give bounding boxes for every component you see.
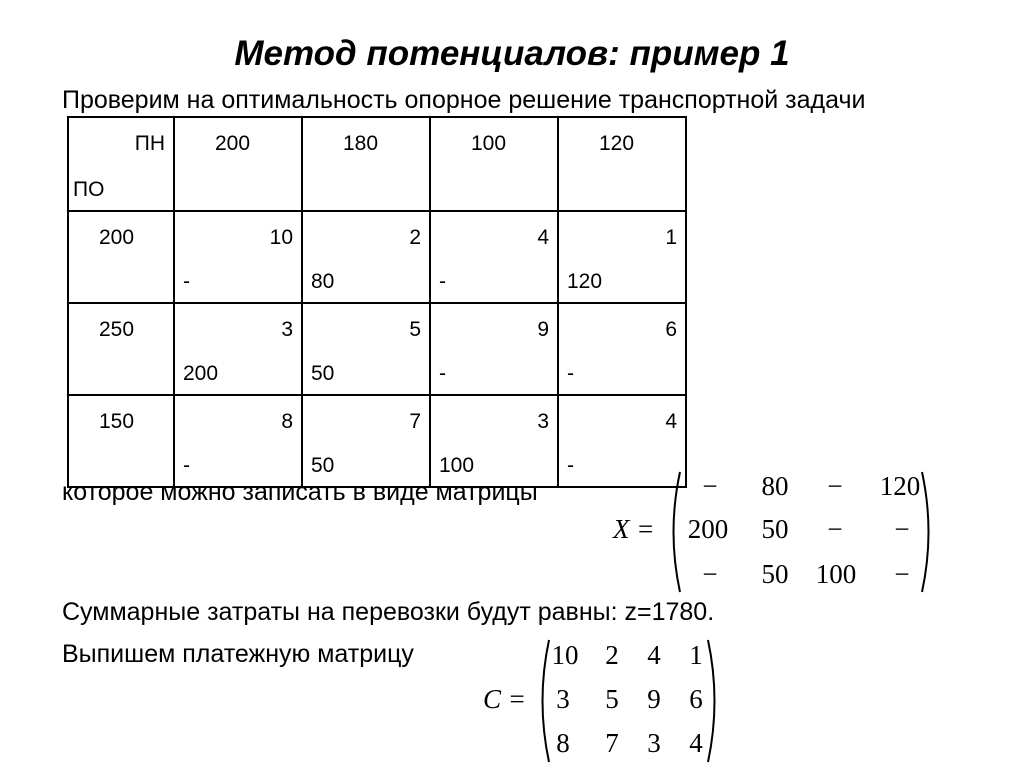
cost-value: 4 [537,226,549,249]
matrix-x-cell: − [702,471,718,501]
supply-value: 150 [99,410,135,433]
flow-value: - [567,454,574,477]
table-cell [430,303,558,395]
flow-value: 50 [311,362,335,385]
matrix-c-cell: 6 [689,684,703,714]
table-header-row [68,117,686,211]
matrix-c-cell: 7 [605,728,619,758]
cost-value: 2 [409,226,421,249]
cost-value: 3 [537,410,549,433]
flow-value: - [439,270,446,293]
matrix-c-cell: 8 [556,728,570,758]
matrix-x-cell: 50 [761,514,789,544]
table-cell [174,211,302,303]
table-cell [558,211,686,303]
matrix-x-cell: − [702,559,718,589]
demand-value: 100 [471,132,507,155]
supply-value: 200 [99,226,135,249]
matrix-c-lhs: C = [483,684,526,714]
cost-value: 4 [665,410,677,433]
flow-value: - [567,362,574,385]
table-cell [302,395,430,487]
table-row [68,211,686,303]
matrix-x-cell: − [827,514,843,544]
matrix-x-cell: − [894,559,910,589]
cost-value: 9 [537,318,549,341]
matrix-c-cell: 9 [647,684,661,714]
page-title: Метод потенциалов: пример 1 [234,34,790,73]
table-cell [302,211,430,303]
flow-value: 100 [439,454,475,477]
demand-value: 200 [215,132,251,155]
matrix-c-cell: 4 [689,728,703,758]
matrix-x-cell: 120 [879,471,921,501]
cost-value: 10 [269,226,293,249]
pn-label: ПН [134,132,165,155]
flow-value: - [183,270,190,293]
flow-value: - [439,362,446,385]
demand-cell [558,117,686,211]
left-paren-icon [664,470,684,594]
matrix-x-cell: 80 [761,471,789,501]
supply-cell [68,211,174,303]
cost-value: 3 [281,318,293,341]
supply-value: 250 [99,318,135,341]
cost-value: 7 [409,410,421,433]
matrix-c-cell: 1 [689,640,703,670]
table-cell [558,303,686,395]
matrix-x-cell: − [894,514,910,544]
cost-summary-text: Суммарные затраты на перевозки будут равны: z=1780. [62,598,715,626]
table-cell [174,303,302,395]
matrix-c-cell: 10 [551,640,579,670]
demand-cell [430,117,558,211]
cost-value: 1 [665,226,677,249]
flow-value: 120 [567,270,603,293]
matrix-c-cell: 3 [556,684,570,714]
matrix-intro-text: которое можно записать в виде матрицы [62,478,538,506]
table-cell [174,395,302,487]
corner-cell [68,117,174,211]
matrix-x-cell: − [827,471,843,501]
matrix-x-lhs: X = [613,514,655,544]
flow-value: - [183,454,190,477]
cost-value: 8 [281,410,293,433]
cost-value: 6 [665,318,677,341]
table-cell [430,211,558,303]
table-row [68,303,686,395]
demand-cell [174,117,302,211]
po-label: ПО [73,178,105,201]
flow-value: 200 [183,362,219,385]
cost-value: 5 [409,318,421,341]
matrix-c-cell: 4 [647,640,661,670]
transport-table [67,116,687,488]
demand-cell [302,117,430,211]
demand-value: 180 [343,132,379,155]
supply-cell [68,303,174,395]
flow-value: 80 [311,270,335,293]
demand-value: 120 [599,132,635,155]
matrix-c-cell: 2 [605,640,619,670]
flow-value: 50 [311,454,335,477]
matrix-x-cell: 100 [815,559,857,589]
matrix-c-cell: 5 [605,684,619,714]
supply-cell [68,395,174,487]
table-cell [302,303,430,395]
matrix-x-cell: 200 [687,514,729,544]
table-row [68,395,686,487]
intro-text: Проверим на оптимальность опорное решение транспортной задачи [62,86,866,114]
matrix-c-cell: 3 [647,728,661,758]
payment-matrix-intro-text: Выпишем платежную матрицу [62,640,414,668]
matrix-x-cell: 50 [761,559,789,589]
table-cell [430,395,558,487]
